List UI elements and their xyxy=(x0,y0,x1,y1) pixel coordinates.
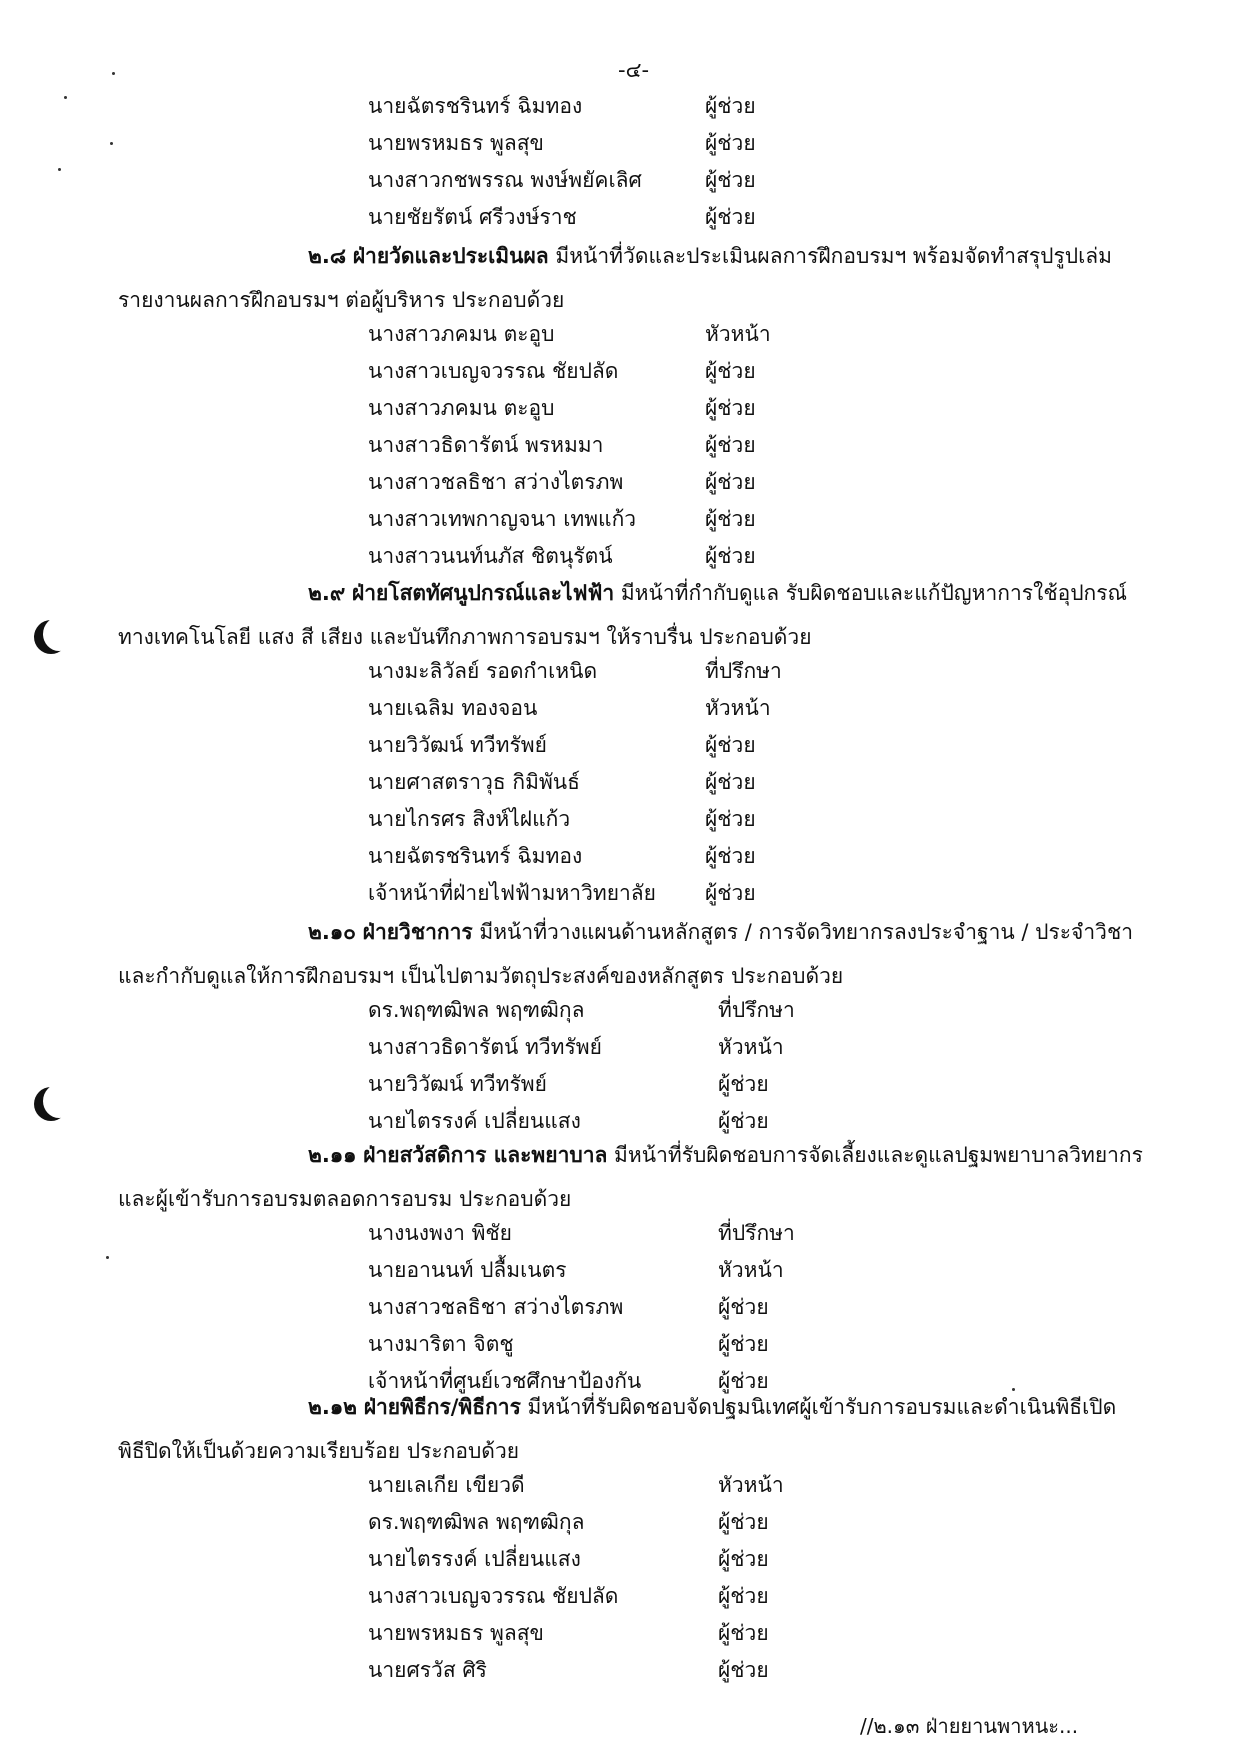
member-role: ผู้ช่วย xyxy=(705,733,756,757)
scan-speck xyxy=(64,96,67,99)
section-description: มีหน้าที่วางแผนด้านหลักสูตร / การจัดวิทยากรลงประจำฐาน / ประจำวิชา xyxy=(472,920,1133,944)
member-name: นางสาวกชพรรณ พงษ์พยัคเลิศ xyxy=(368,168,642,192)
member-role: ผู้ช่วย xyxy=(705,770,756,794)
member-name: นางสาวนนท์นภัส ชิตนุรัตน์ xyxy=(368,544,613,568)
section-description-continued: พิธีปิดให้เป็นด้วยความเรียบร้อย ประกอบด้วย xyxy=(118,1439,520,1463)
member-role: หัวหน้า xyxy=(705,696,771,720)
scan-speck xyxy=(58,168,61,171)
member-role: ผู้ช่วย xyxy=(705,844,756,868)
section-description: มีหน้าที่รับผิดชอบการจัดเลี้ยงและดูแลปฐมพยาบาลวิทยากร xyxy=(607,1143,1143,1167)
member-name: นายศาสตราวุธ กิมิพันธ์ xyxy=(368,770,580,794)
member-role: ผู้ช่วย xyxy=(705,205,756,229)
scan-speck xyxy=(106,1256,109,1259)
member-role: หัวหน้า xyxy=(718,1473,784,1497)
member-name: นางสาวชลธิชา สว่างไตรภพ xyxy=(368,1295,624,1319)
member-name: ดร.พฤฑฒิพล พฤฑฒิกุล xyxy=(368,1510,585,1534)
section-description-continued: รายงานผลการฝึกอบรมฯ ต่อผู้บริหาร ประกอบด้วย xyxy=(118,288,565,312)
binder-hole-mark xyxy=(34,620,68,654)
section-heading xyxy=(308,922,1133,943)
section-title: ฝ่ายสวัสดิการ และพยาบาล xyxy=(363,1143,608,1167)
member-name: นางสาวเบญจวรรณ ชัยปลัด xyxy=(368,1584,619,1608)
member-name: นางนงพงา พิชัย xyxy=(368,1221,512,1245)
member-role: ผู้ช่วย xyxy=(718,1109,769,1133)
section-number: ๒.๑๑ xyxy=(308,1143,357,1167)
member-role: หัวหน้า xyxy=(718,1258,784,1282)
member-role: ผู้ช่วย xyxy=(718,1072,769,1096)
member-name: นางมะลิวัลย์ รอดกำเหนิด xyxy=(368,659,598,683)
section-title: ฝ่ายวิชาการ xyxy=(362,920,473,944)
member-role: ผู้ช่วย xyxy=(718,1510,769,1534)
binder-hole-mark xyxy=(34,1087,68,1121)
section-description-continued: และกำกับดูแลให้การฝึกอบรมฯ เป็นไปตามวัตถุประสงค์ของหลักสูตร ประกอบด้วย xyxy=(118,964,844,988)
member-name: นายฉัตรชรินทร์ ฉิมทอง xyxy=(368,844,583,868)
member-role: ผู้ช่วย xyxy=(705,131,756,155)
member-name: นางสาวธิดารัตน์ ทวีทรัพย์ xyxy=(368,1035,602,1059)
section-description-continued: ทางเทคโนโลยี แสง สี เสียง และบันทึกภาพการอบรมฯ ให้ราบรื่น ประกอบด้วย xyxy=(118,625,812,649)
member-name: นายวิวัฒน์ ทวีทรัพย์ xyxy=(368,1072,547,1096)
member-role: ที่ปรึกษา xyxy=(718,1221,795,1245)
scan-speck xyxy=(112,72,115,75)
member-name: นางสาวธิดารัตน์ พรหมมา xyxy=(368,433,604,457)
member-name: นางสาวชลธิชา สว่างไตรภพ xyxy=(368,470,624,494)
section-number: ๒.๑๒ xyxy=(308,1395,357,1419)
member-role: ผู้ช่วย xyxy=(705,433,756,457)
member-name: นางสาวเทพกาญจนา เทพแก้ว xyxy=(368,507,637,531)
section-heading xyxy=(308,246,1112,267)
member-name: นายชัยรัตน์ ศรีวงษ์ราช xyxy=(368,205,577,229)
member-name: นายไตรรงค์ เปลี่ยนแสง xyxy=(368,1109,581,1133)
member-name: นางมาริตา จิตชู xyxy=(368,1332,514,1356)
member-role: ผู้ช่วย xyxy=(718,1547,769,1571)
member-role: ผู้ช่วย xyxy=(718,1295,769,1319)
member-role: ผู้ช่วย xyxy=(705,807,756,831)
member-role: ผู้ช่วย xyxy=(718,1332,769,1356)
member-role: ผู้ช่วย xyxy=(705,507,756,531)
member-role: ผู้ช่วย xyxy=(718,1621,769,1645)
section-number: ๒.๙ xyxy=(308,581,346,605)
member-role: ผู้ช่วย xyxy=(705,359,756,383)
member-name: นายไกรศร สิงห์ไฝแก้ว xyxy=(368,807,571,831)
section-number: ๒.๑๐ xyxy=(308,920,356,944)
member-name: เจ้าหน้าที่ศูนย์เวชศึกษาป้องกัน xyxy=(368,1369,642,1393)
member-role: ผู้ช่วย xyxy=(705,168,756,192)
page-number: -๔- xyxy=(618,58,650,82)
section-title: ฝ่ายโสตทัศนูปกรณ์และไฟฟ้า xyxy=(351,581,615,605)
member-name: นายเลเกีย เขียวดี xyxy=(368,1473,525,1497)
member-name: เจ้าหน้าที่ฝ่ายไฟฟ้ามหาวิทยาลัย xyxy=(368,881,656,905)
section-heading xyxy=(308,1145,1143,1166)
member-role: ผู้ช่วย xyxy=(718,1584,769,1608)
section-number: ๒.๘ xyxy=(308,244,347,268)
member-name: นายไตรรงค์ เปลี่ยนแสง xyxy=(368,1547,581,1571)
section-heading xyxy=(308,583,1127,604)
member-role: ผู้ช่วย xyxy=(705,470,756,494)
member-role: ที่ปรึกษา xyxy=(705,659,782,683)
section-description: มีหน้าที่วัดและประเมินผลการฝึกอบรมฯ พร้อมจัดทำสรุปรูปเล่ม xyxy=(548,244,1112,268)
member-name: นางสาวภคมน ตะอูบ xyxy=(368,322,555,346)
section-heading xyxy=(308,1397,1116,1418)
member-name: นายพรหมธร พูลสุข xyxy=(368,131,544,155)
section-description: มีหน้าที่รับผิดชอบจัดปฐมนิเทศผู้เข้ารับการอบรมและดำเนินพิธีเปิด xyxy=(520,1395,1117,1419)
section-title: ฝ่ายวัดและประเมินผล xyxy=(352,244,549,268)
member-role: ผู้ช่วย xyxy=(718,1369,769,1393)
section-description: มีหน้าที่กำกับดูแล รับผิดชอบและแก้ปัญหาการใช้อุปกรณ์ xyxy=(614,581,1128,605)
member-name: นางสาวเบญจวรรณ ชัยปลัด xyxy=(368,359,619,383)
member-name: นายศรวัส ศิริ xyxy=(368,1658,487,1682)
member-role: ที่ปรึกษา xyxy=(718,998,795,1022)
continuation-note: //๒.๑๓ ฝ่ายยานพาหนะ... xyxy=(860,1714,1079,1738)
member-role: หัวหน้า xyxy=(718,1035,784,1059)
member-role: ผู้ช่วย xyxy=(705,396,756,420)
member-name: นายอานนท์ ปลื้มเนตร xyxy=(368,1258,567,1282)
member-role: ผู้ช่วย xyxy=(705,544,756,568)
member-role: ผู้ช่วย xyxy=(705,881,756,905)
member-name: นางสาวภคมน ตะอูบ xyxy=(368,396,555,420)
scan-speck xyxy=(1012,1388,1015,1391)
member-name: ดร.พฤฑฒิพล พฤฑฒิกุล xyxy=(368,998,585,1022)
member-role: ผู้ช่วย xyxy=(705,94,756,118)
scan-speck xyxy=(110,142,113,145)
member-role: ผู้ช่วย xyxy=(718,1658,769,1682)
member-name: นายวิวัฒน์ ทวีทรัพย์ xyxy=(368,733,547,757)
section-title: ฝ่ายพิธีกร/พิธีการ xyxy=(363,1395,521,1419)
member-role: หัวหน้า xyxy=(705,322,771,346)
member-name: นายเฉลิม ทองจอน xyxy=(368,696,538,720)
member-name: นายฉัตรชรินทร์ ฉิมทอง xyxy=(368,94,583,118)
section-description-continued: และผู้เข้ารับการอบรมตลอดการอบรม ประกอบด้วย xyxy=(118,1187,572,1211)
member-name: นายพรหมธร พูลสุข xyxy=(368,1621,544,1645)
